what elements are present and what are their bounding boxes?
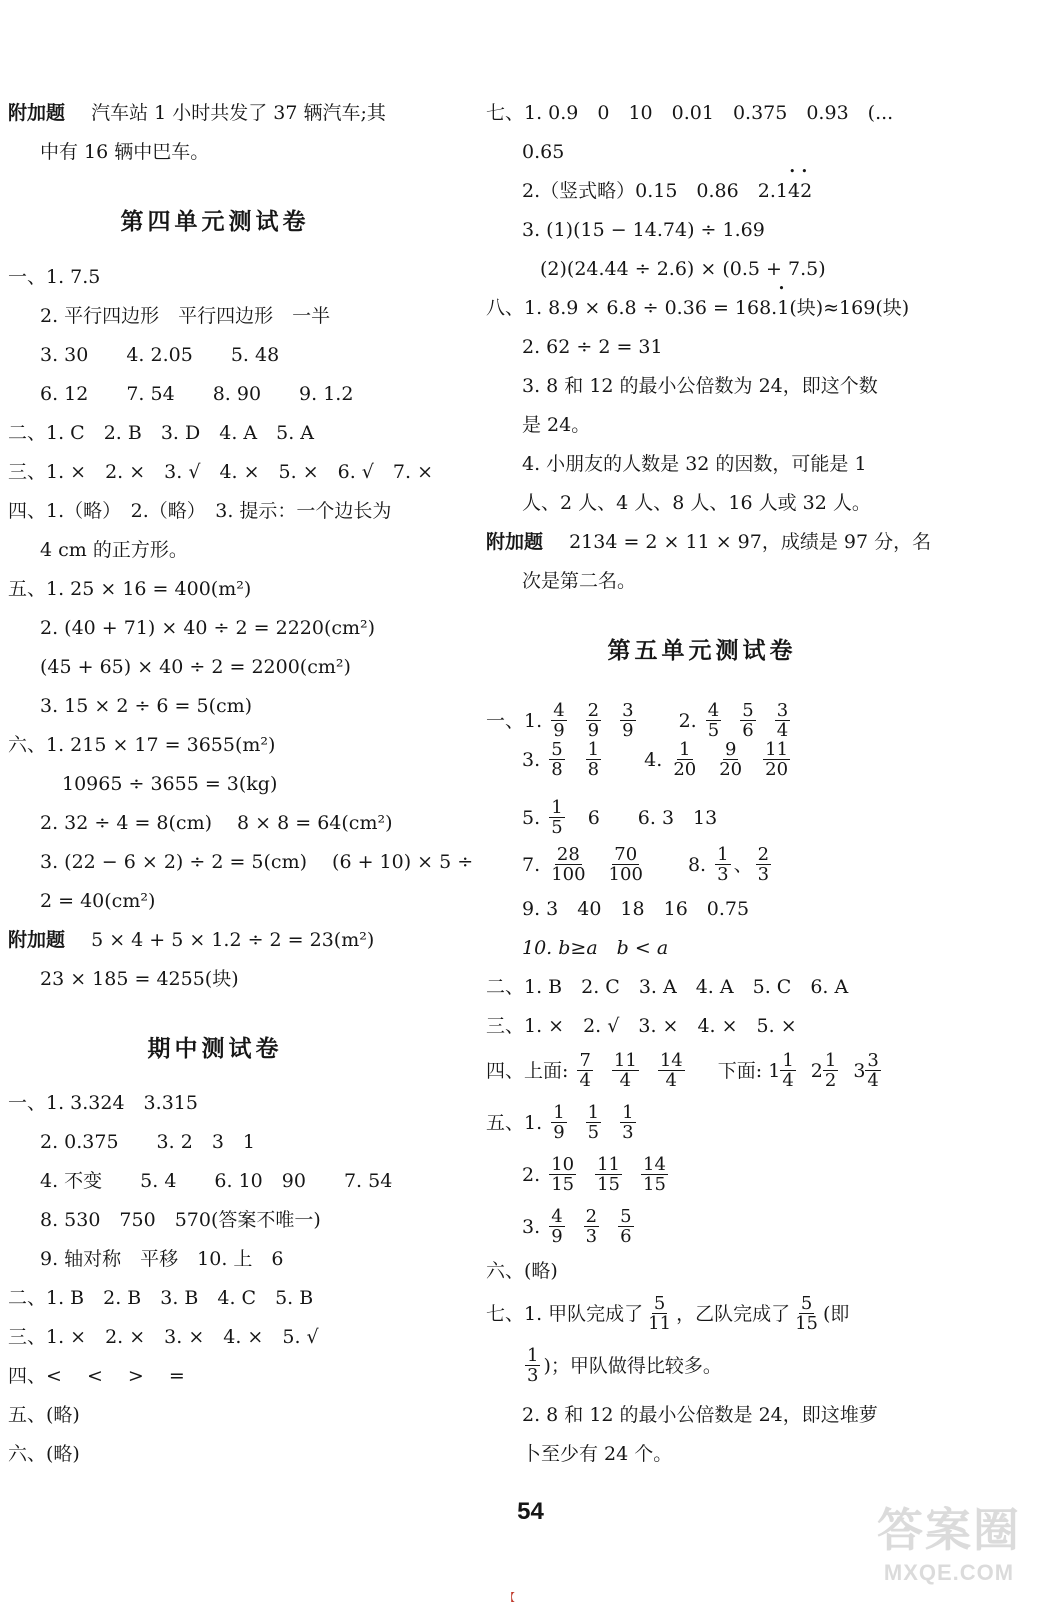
text-line	[486, 1101, 639, 1145]
numerator: 1	[717, 843, 729, 865]
text-line: 四、< < > =	[8, 1365, 185, 1387]
text-span: 7.	[522, 854, 541, 876]
fraction	[620, 1103, 635, 1142]
text-line: 4 cm 的正方形。	[40, 539, 188, 561]
text-line: 3. 30 4. 2.05 5. 48	[40, 344, 280, 366]
fraction	[577, 1051, 592, 1090]
whole-part: 1	[768, 1060, 781, 1082]
text-line: 4. 不变 5. 4 6. 10 90 7. 54	[40, 1170, 393, 1192]
page-number: 54	[517, 1498, 544, 1525]
text-line	[522, 1205, 637, 1249]
fraction	[706, 701, 721, 740]
denominator: 4	[579, 1069, 591, 1091]
text-line: 2. 8 和 12 的最小公倍数是 24，即这堆萝	[522, 1404, 878, 1426]
numerator: 1	[587, 1101, 600, 1123]
numerator: 1	[824, 1049, 837, 1071]
label-bonus: 附加题	[8, 929, 66, 951]
denominator: 20	[673, 758, 697, 780]
numerator: 7	[579, 1049, 591, 1071]
numerator: 70	[614, 843, 638, 865]
text-span: 2134 = 2 × 11 × 97，成绩是 97 分，名	[569, 531, 932, 553]
fraction	[618, 1207, 633, 1246]
watermark-url: MXQE.COM	[883, 1560, 1015, 1585]
fraction-group	[574, 1049, 687, 1091]
denominator: 3	[622, 1121, 634, 1143]
text-line	[486, 699, 793, 743]
denominator: 11	[648, 1312, 672, 1334]
text-line	[522, 1153, 671, 1197]
denominator: 6	[620, 1225, 632, 1247]
fraction	[549, 1207, 564, 1246]
text-line: 是 24。	[522, 414, 591, 436]
denominator: 5	[707, 719, 720, 741]
text-line: 中有 16 辆中巴车。	[40, 141, 210, 163]
text-line: 二、1. B 2. B 3. B 4. C 5. B	[8, 1287, 314, 1309]
denominator: 8	[587, 758, 600, 780]
text-span: 汽车站 1 小时共发了 37 辆汽车;其	[91, 102, 386, 124]
denominator: 9	[587, 719, 600, 741]
numerator: 11	[597, 1153, 620, 1175]
numerator: 2	[587, 699, 600, 721]
numerator: 1	[679, 738, 691, 760]
fraction	[643, 1292, 676, 1334]
text-line: 2. (40 + 71) × 40 ÷ 2 = 2220(cm²)	[40, 617, 376, 639]
fraction	[551, 701, 566, 740]
numerator: 5	[800, 1292, 813, 1314]
text-line: 二、1. B 2. C 3. A 4. A 5. C 6. A	[486, 976, 849, 998]
text-span: )；甲队做得比较多。	[543, 1355, 722, 1377]
text-line	[522, 843, 774, 887]
text-line: 三、1. × 2. √ 3. × 4. × 5. ×	[486, 1015, 797, 1037]
fraction	[753, 843, 774, 885]
numerator: 1	[782, 1049, 794, 1071]
numerator: 14	[659, 1049, 683, 1071]
denominator: 20	[765, 758, 789, 780]
fraction	[551, 1103, 566, 1142]
section-title-midterm: 期中测试卷	[147, 1035, 283, 1062]
text-line: 六、(略)	[8, 1443, 80, 1465]
whole-part: 3	[853, 1060, 866, 1082]
fraction	[549, 845, 587, 884]
text-line: (45 + 65) × 40 ÷ 2 = 2200(cm²)	[40, 656, 351, 678]
fraction	[790, 1292, 823, 1334]
text-line: 6. 12 7. 54 8. 90 9. 1.2	[40, 383, 354, 405]
numerator: 4	[707, 699, 720, 721]
fraction	[763, 740, 790, 779]
text-line	[486, 296, 909, 320]
text-line	[486, 1292, 849, 1336]
fraction	[715, 845, 730, 884]
text-line	[8, 101, 386, 125]
text-span: 下面:	[717, 1060, 763, 1082]
denominator: 4	[782, 1069, 794, 1091]
numerator: 5	[653, 1292, 666, 1314]
fraction-group	[546, 843, 648, 885]
fraction	[740, 701, 755, 740]
text-line: 23 × 185 = 4255(块)	[40, 968, 239, 990]
text-span: 5.	[522, 807, 541, 829]
numerator: 4	[553, 699, 565, 721]
text-span: 6 6. 3 13	[587, 807, 718, 829]
numerator: 14	[643, 1153, 666, 1175]
text-span: (即	[823, 1303, 850, 1325]
fraction	[823, 1051, 838, 1090]
fraction-group	[768, 1049, 884, 1091]
numerator: 3	[776, 699, 789, 721]
text-line: 次是第二名。	[522, 570, 637, 592]
numerator: 5	[742, 699, 754, 721]
text-line: 8. 530 750 570(答案不唯一)	[40, 1209, 321, 1231]
denominator: 9	[553, 719, 565, 741]
whole-part: 2	[810, 1060, 823, 1082]
fraction	[522, 1344, 543, 1386]
fraction	[756, 845, 771, 884]
denominator: 100	[551, 863, 586, 885]
fraction	[586, 701, 601, 740]
fraction-group	[703, 699, 793, 741]
fraction-group	[548, 1101, 638, 1143]
section-title-unit5: 第五单元测试卷	[607, 637, 797, 664]
fraction	[712, 843, 733, 885]
text-line: (2)(24.44 ÷ 2.6) × (0.5 + 7.5)	[540, 258, 826, 280]
text-span: 七、1. 甲队完成了	[486, 1303, 644, 1325]
fraction	[595, 1155, 622, 1194]
denominator: 4	[776, 719, 789, 741]
fraction	[775, 701, 790, 740]
denominator: 9	[553, 1121, 565, 1143]
fraction	[584, 1207, 599, 1246]
text-line: 卜至少有 24 个。	[522, 1443, 673, 1465]
fraction-group	[668, 738, 793, 780]
fraction	[793, 1294, 820, 1333]
text-span: 、	[733, 854, 753, 876]
mixed-number	[768, 1049, 799, 1091]
numerator: 1	[553, 1101, 565, 1123]
fraction	[620, 701, 635, 740]
numerator: 1	[527, 1344, 539, 1366]
text-line: 七、1. 0.9 0 10 0.01 0.375 0.93 (...	[486, 102, 894, 124]
text-line: 三、1. × 2. × 3. × 4. × 5. √	[8, 1326, 319, 1348]
denominator: 3	[585, 1225, 598, 1247]
text-line: 3. (1)(15 − 14.74) ÷ 1.69	[522, 219, 765, 241]
text-line	[486, 1049, 884, 1093]
fraction	[717, 740, 744, 779]
numerator: 11	[613, 1049, 637, 1071]
numerator: 3	[622, 699, 634, 721]
fraction-group	[546, 1153, 671, 1195]
denominator: 15	[795, 1312, 818, 1334]
text-line: 2 = 40(cm²)	[40, 890, 156, 912]
text-span: 5 × 4 + 5 × 1.2 ÷ 2 = 23(m²)	[91, 929, 375, 951]
text-span: ，乙队完成了	[676, 1303, 791, 1325]
text-line: 五、(略)	[8, 1404, 80, 1426]
text-line: 0.65	[522, 141, 565, 163]
watermark-logo	[859, 1500, 1039, 1595]
numerator: 1	[551, 796, 563, 818]
text-span: 八、1. 8.9 × 6.8 ÷ 0.36 = 168.	[486, 297, 778, 319]
denominator: 4	[619, 1069, 632, 1091]
fraction	[612, 1051, 639, 1090]
fraction	[586, 740, 601, 779]
text-line: 人、2 人、4 人、8 人、16 人或 32 人。	[522, 492, 871, 514]
numerator: 4	[551, 1205, 563, 1227]
denominator: 20	[719, 758, 743, 780]
fraction	[646, 1294, 673, 1333]
text-span: 2.	[678, 710, 697, 732]
text-line: 9. 3 40 18 16 0.75	[522, 898, 750, 920]
fraction	[658, 1051, 685, 1090]
denominator: 3	[717, 863, 729, 885]
text-line	[522, 796, 717, 840]
text-line: 2. 32 ÷ 4 = 8(cm) 8 × 8 = 64(cm²)	[40, 812, 393, 834]
numerator: 1	[622, 1101, 634, 1123]
text-line: 2. 平行四边形 平行四边形 一半	[40, 305, 331, 327]
numerator: 2	[585, 1205, 598, 1227]
text-line: 四、1.（略） 2.（略） 3. 提示：一个边长为	[8, 500, 392, 522]
text-line: 3. (22 − 6 × 2) ÷ 2 = 5(cm) (6 + 10) × 5 ÷	[40, 851, 474, 873]
fraction	[549, 740, 564, 779]
section-title-unit4: 第四单元测试卷	[120, 208, 310, 235]
fraction	[525, 1346, 540, 1385]
text-span: 四、上面:	[486, 1060, 569, 1082]
repeating-digit: • 4	[788, 180, 800, 202]
text-span: (块)≈169(块)	[789, 297, 910, 319]
fraction	[549, 1155, 576, 1194]
denominator: 15	[643, 1173, 666, 1195]
fraction-group	[546, 1205, 636, 1247]
text-span: 一、1.	[486, 710, 543, 732]
denominator: 3	[757, 863, 770, 885]
denominator: 15	[597, 1173, 620, 1195]
fraction	[641, 1155, 668, 1194]
denominator: 8	[551, 758, 563, 780]
fraction	[780, 1051, 795, 1090]
text-line: 一、1. 7.5	[8, 266, 101, 288]
fraction	[549, 798, 564, 837]
denominator: 9	[551, 1225, 563, 1247]
text-span: 2.	[522, 1164, 541, 1186]
text-span: 2.（竖式略）0.15 0.86 2.1	[522, 180, 788, 202]
fraction-group	[546, 738, 604, 780]
text-line: 3. 15 × 2 ÷ 6 = 5(cm)	[40, 695, 253, 717]
label-bonus: 附加题	[8, 102, 66, 124]
text-span: 3.	[522, 749, 541, 771]
text-span: 五、1.	[486, 1112, 543, 1134]
text-line: 六、(略)	[486, 1260, 558, 1282]
text-line	[522, 738, 793, 782]
text-line: 二、1. C 2. B 3. D 4. A 5. A	[8, 422, 315, 444]
denominator: 6	[742, 719, 754, 741]
mixed-number	[810, 1049, 842, 1091]
text-line: 3. 8 和 12 的最小公倍数为 24，即这个数	[522, 375, 878, 397]
watermark-mark: 答案圈	[877, 1503, 1021, 1557]
text-line: 9. 轴对称 平移 10. 上 6	[40, 1248, 284, 1270]
numerator: 28	[556, 843, 580, 865]
numerator: 5	[551, 738, 563, 760]
fraction	[546, 796, 567, 838]
denominator: 4	[867, 1069, 879, 1091]
mixed-number	[853, 1049, 884, 1091]
denominator: 15	[551, 1173, 575, 1195]
denominator: 5	[551, 816, 563, 838]
label-bonus: 附加题	[486, 531, 544, 553]
fraction	[586, 1103, 601, 1142]
text-line: 三、1. × 2. × 3. √ 4. × 5. × 6. √ 7. ×	[8, 461, 433, 483]
numerator: 3	[867, 1049, 879, 1071]
text-line: 2. 0.375 3. 2 3 1	[40, 1131, 255, 1153]
numerator: 9	[724, 738, 737, 760]
text-line	[522, 179, 812, 203]
text-line	[8, 928, 374, 952]
text-line	[522, 1344, 722, 1388]
denominator: 2	[824, 1069, 837, 1091]
denominator: 3	[527, 1364, 539, 1386]
fraction	[607, 845, 645, 884]
fraction	[671, 740, 698, 779]
text-line: 10. b≥a b < a	[522, 937, 669, 959]
repeating-digit: • 1	[777, 297, 789, 319]
numerator: 1	[587, 738, 600, 760]
repeating-digit: • 2	[800, 180, 812, 202]
fraction	[865, 1051, 880, 1090]
text-span: 8.	[687, 854, 707, 876]
denominator: 100	[608, 863, 643, 885]
numerator: 2	[757, 843, 770, 865]
text-line: 2. 62 ÷ 2 = 31	[522, 336, 663, 358]
text-span: 4.	[644, 749, 663, 771]
numerator: 10	[551, 1153, 575, 1175]
text-line: 五、1. 25 × 16 = 400(m²)	[8, 578, 252, 600]
text-line: 一、1. 3.324 3.315	[8, 1092, 198, 1114]
numerator: 11	[765, 738, 789, 760]
denominator: 9	[622, 719, 634, 741]
denominator: 5	[587, 1121, 600, 1143]
denominator: 4	[665, 1069, 677, 1091]
numerator: 5	[620, 1205, 632, 1227]
text-line: 六、1. 215 × 17 = 3655(m²)	[8, 734, 276, 756]
text-line	[486, 530, 931, 554]
fraction-group	[548, 699, 638, 741]
text-line: 4. 小朋友的人数是 32 的因数，可能是 1	[522, 453, 867, 475]
text-span: 3.	[522, 1216, 541, 1238]
bottom-mark: 【	[505, 1593, 515, 1604]
text-line: 10965 ÷ 3655 = 3(kg)	[62, 773, 278, 795]
